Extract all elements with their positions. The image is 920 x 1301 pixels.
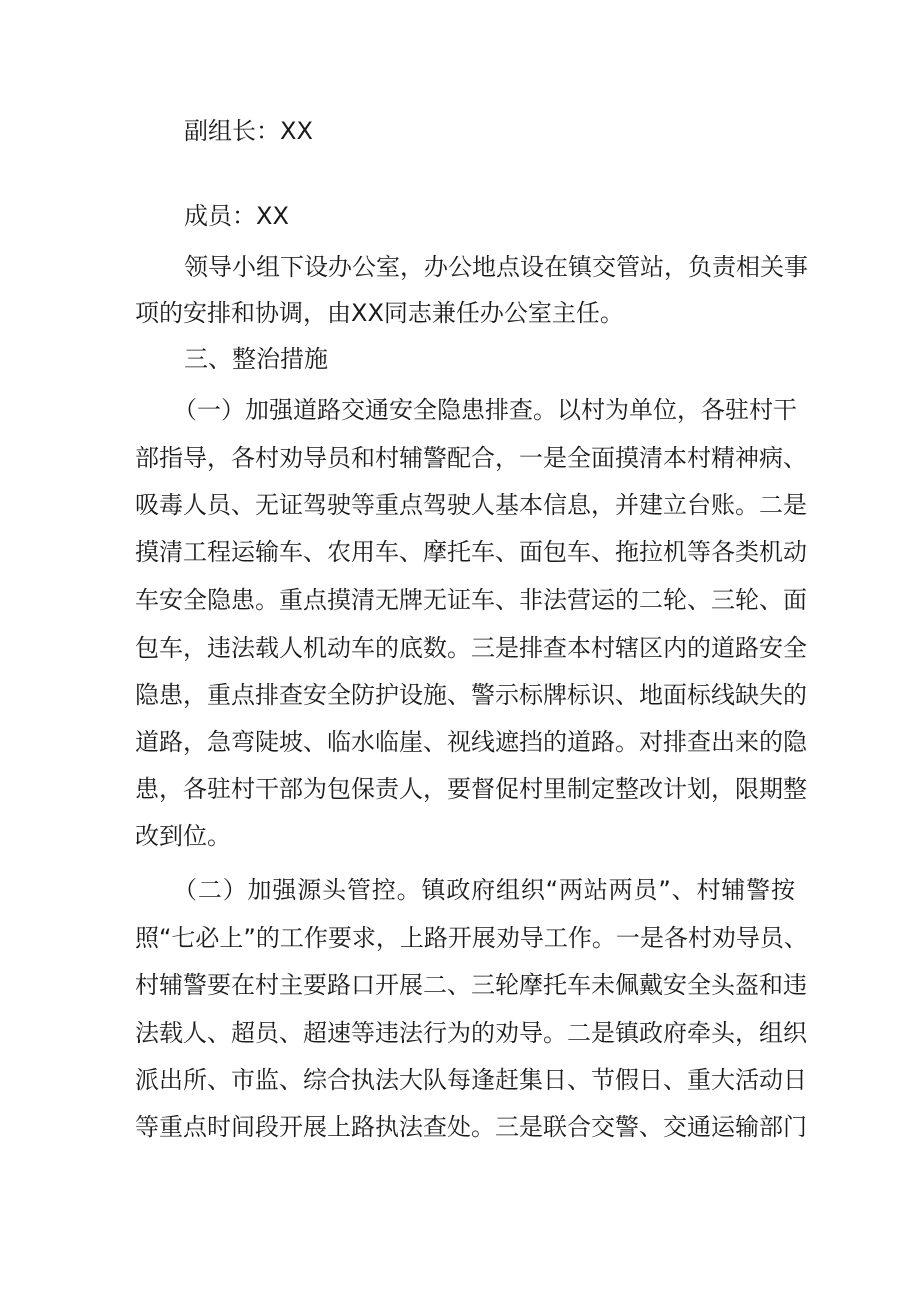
paragraph-line: 车安全隐患。重点摸清无牌无证车、非法营运的二轮、三轮、面	[135, 586, 807, 614]
paragraph-line: （一）加强道路交通安全隐患排查。以村为单位，各驻村干	[173, 396, 797, 424]
paragraph-line: 道路，急弯陡坡、临水临崖、视线遮挡的道路。对排查出来的隐	[135, 728, 807, 756]
paragraph-line: （二）加强源头管控。镇政府组织“两站两员”、村辅警按	[173, 876, 795, 904]
paragraph-line: 等重点时间段开展上路执法查处。三是联合交警、交通运输部门	[135, 1113, 807, 1141]
paragraph-line: 照“七必上”的工作要求，上路开展劝导工作。一是各村劝导员、	[135, 924, 808, 952]
paragraph-line: 包车，违法载人机动车的底数。三是排查本村辖区内的道路安全	[135, 634, 807, 662]
paragraph-line: 法载人、超员、超速等违法行为的劝导。二是镇政府牵头，组织	[135, 1019, 807, 1047]
vice-leader-line: 副组长：XX	[184, 117, 313, 145]
paragraph-line: 隐患，重点排查安全防护设施、警示标牌标识、地面标线缺失的	[135, 681, 807, 709]
paragraph-line: 村辅警要在村主要路口开展二、三轮摩托车未佩戴安全头盔和违	[135, 971, 807, 999]
paragraph-line: 患，各驻村干部为包保责人，要督促村里制定整改计划，限期整	[135, 775, 807, 803]
paragraph-line: 派出所、市监、综合执法大队每逢赶集日、节假日、重大活动日	[135, 1066, 807, 1094]
paragraph-line: 部指导，各村劝导员和村辅警配合，一是全面摸清本村精神病、	[135, 444, 807, 472]
paragraph-line: 摸清工程运输车、农用车、摩托车、面包车、拖拉机等各类机动	[135, 538, 807, 566]
section-heading: 三、整治措施	[184, 345, 328, 373]
paragraph-line: 改到位。	[135, 822, 231, 850]
paragraph-line: 吸毒人员、无证驾驶等重点驾驶人基本信息，并建立台账。二是	[135, 491, 807, 519]
paragraph-line: 领导小组下设办公室，办公地点设在镇交管站，负责相关事	[184, 253, 808, 281]
members-line: 成员：XX	[184, 202, 289, 230]
paragraph-line: 项的安排和协调，由XX同志兼任办公室主任。	[135, 299, 624, 327]
